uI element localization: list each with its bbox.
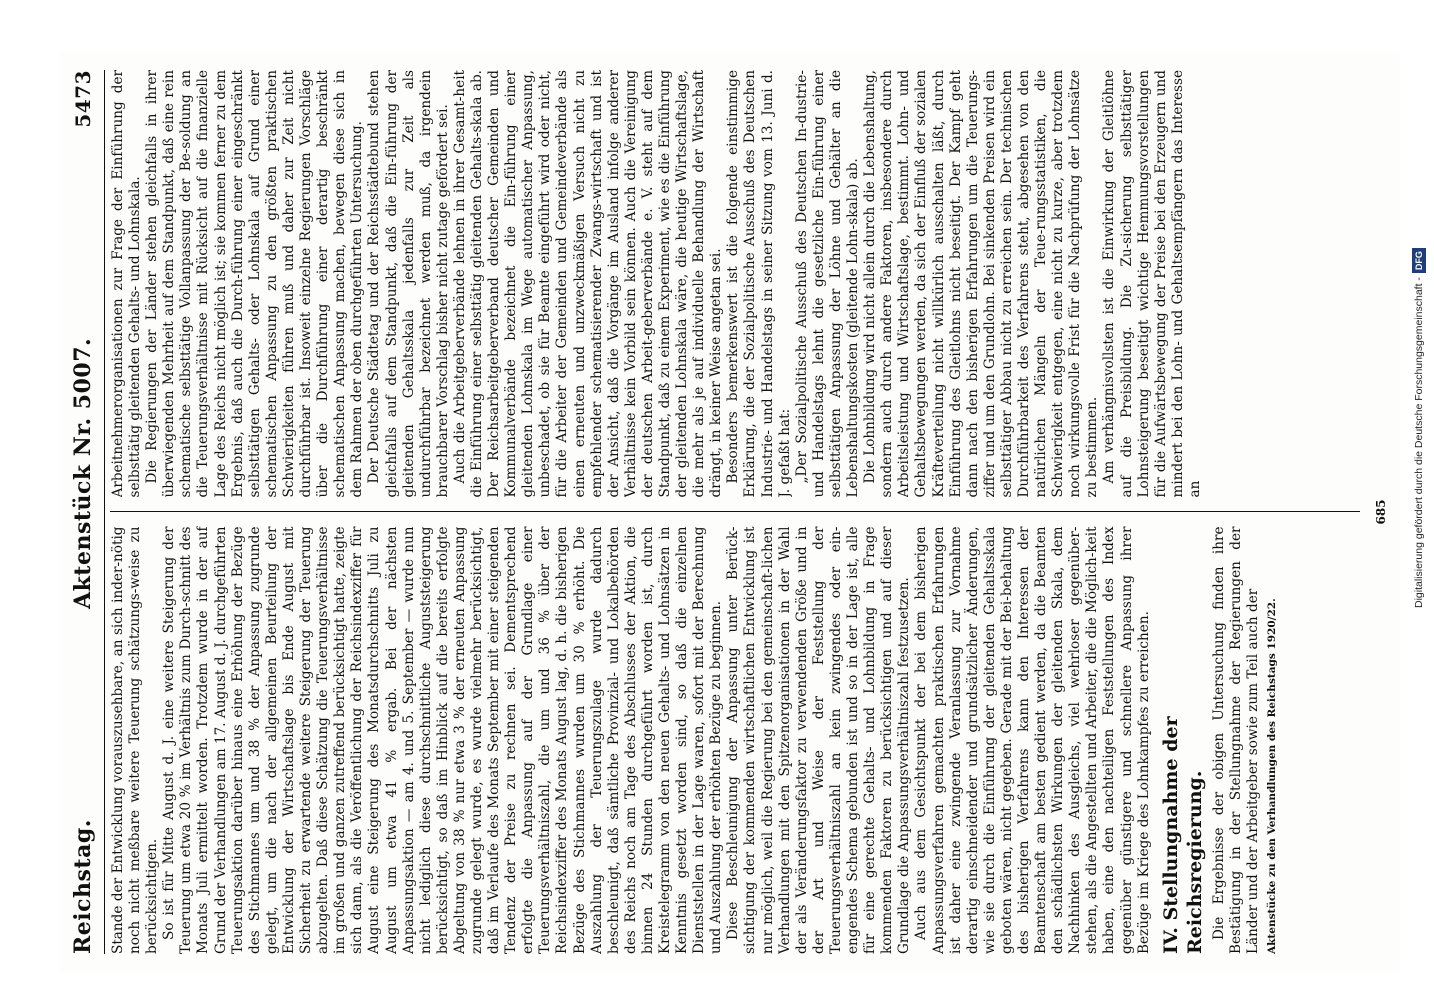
paragraph: Stande der Entwicklung vorauszusehbare, an sich inder-nötig noch nicht meßbare weitere Teuerung schätzungs-weise zu berücksichtigen. <box>110 526 161 954</box>
section-heading: IV. Stellungnahme der Reichsregierung. <box>1159 716 1206 954</box>
header-page-number: 5473 <box>71 70 95 128</box>
column-divider <box>110 512 1360 513</box>
dfg-logo: DFG <box>1412 248 1426 273</box>
header-left-title: Reichstag. <box>70 819 96 954</box>
paragraph: So ist für Mitte August d. J. eine weitere Steigerung der Teuerung um etwa 20 % im Verhältnis zum Durch-schnitt des Monats Juli ermittelt worden. Trotzdem wurde in der auf Grund der Verhandlungen am 17. August d. J. durchgeführten Teuerungsaktion darüber hinaus eine Erhöhung der Bezüge des Stichmannes um und 38 % der Anpassung zugrunde gelegt, um die nach der allgemeinen Beurteilung der Entwicklung der Wirtschaftslage bis Ende August mit Sicherheit zu erwartende weitere Steigerung der Teuerung abzugelten. Daß diese Schätzung die Teuerungsverhältnisse im großen und ganzen zutreffend berücksichtigt hatte, zeigte sich dann, als die Veröffentlichung der Reichsindexziffer für August eine Steigerung des Monatsdurchschnitts Juli zu August um etwa 41 % ergab. Bei der nächsten Anpassungsaktion — am 4. und 5. September — wurde nun nicht lediglich diese durchschnittliche Auguststeigerung berücksichtigt, so daß im Hinblick auf die bereits erfolgte Abgeltung von 38 % nur etwa 3 % der erneuten Anpassung zugrunde gelegt wurde, es wurde vielmehr berücksichtigt, daß im Verlaufe des Monats September mit einer steigenden Tendenz der Preise zu rechnen sei. Dementsprechend erfolgte die Anpassung auf der Grundlage einer Teuerungsverhältniszahl, die um und 36 % über der Reichsindexziffer des Monats August lag, d. h. die bisherigen Bezüge des Stichmannes wurden um 30 % erhöht. Die Auszahlung der Teuerungszulage wurde dadurch beschleunigt, daß sämtliche Provinzial- und Lokalbehörden des Reichs noch am Tage des Abschlusses der Aktion, die binnen 24 Stunden durchgeführt worden ist, durch Kreistelegramm von den neuen Gehalts- und Lohnsätzen in Kenntnis gesetzt worden sind, so daß die einzelnen Dienststellen in der Lage waren, sofort mit der Berechnung und Auszahlung der erhöhten Bezüge zu beginnen. <box>161 526 725 954</box>
paragraph: Die Regierungen der Länder stehen gleichfalls in ihrer überwiegenden Mehrheit auf dem Standpunkt, daß eine rein schematische selbsttätige Vollanpassung der Be-soldung an die Teuerungsverhältnisse mit Rücksicht auf die finanzielle Lage des Reichs nicht möglich ist; sie kommen ferner zu dem Ergebnis, daß auch die Durch-führung einer eingeschränkt selbsttätigen Gehalts- oder Lohnskala auf Grund einer schematischen Anpassung zu den größten praktischen Schwierigkeiten führen muß und daher zur Zeit nicht durchführbar ist. Insoweit einzelne Regierungen Vorschläge über die Durchführung einer derartig beschränkt schematischen Anpassung machen, bewegen diese sich in dem Rahmen der oben durchgeführten Untersuchung. <box>144 70 366 498</box>
credit-text: Digitalisierung gefördert durch die Deutsche Forschungsgemeinschaft - <box>1413 277 1425 608</box>
paragraph: Besonders bemerkenswert ist die folgende einstimmige Erklärung, die der Sozialpolitische Ausschuß des Deutschen Industrie- und Handelstags in seiner Sitzung vom 13. Juni d. J. gefaßt hat: <box>725 70 793 498</box>
footer-page-number: 685 <box>1374 499 1388 525</box>
header-document-number: Aktenstück Nr. 5007. <box>70 337 96 609</box>
text-columns <box>110 70 1360 954</box>
quote-paragraph: „Der Sozialpolitische Ausschuß des Deutschen In-dustrie- und Handelstags lehnt die gesetzliche Ein-führung einer selbsttätigen Anpassung der Löhne und Gehälter an die Lebenshaltungskosten (gleitende Lohn-skala) ab. <box>793 70 862 498</box>
footnote: Aktenstücke zu den Verhandlungen des Reichstags 1920/22. <box>1266 598 1278 954</box>
quote-paragraph: Die Lohnbildung wird nicht allein durch die Lebenshaltung, sondern auch durch andere Faktoren, insbesondere durch Arbeitsleistung und Wirtschaftslage, bestimmt. Lohn- und Gehaltsbewegungen werden, da sich der Einfluß der sozialen Kräfteverteilung nicht willkürlich ausschalten läßt, durch Einführung des Gleitlohns nicht beseitigt. Der Kampf geht dann nach den bisherigen Erfahrungen um die Teuerungs-ziffer und um den Grundlohn. Bei sinkenden Preisen wird ein selbsttätiger Abbau nicht zu erreichen sein. Der technischen Durchführbarkeit des Verfahrens steht, abgesehen von den natürlichen Mängeln der Teue-rungsstatistiken, die Schwierigkeit entgegen, eine nicht zu kurze, aber trotzdem noch wirkungsvolle Frist für die Nachprüfung der Lohnsätze zu bestimmen. <box>862 70 1101 498</box>
paragraph: Arbeitnehmerorganisationen zur Frage der Einführung der selbsttätig gleitenden Gehalts- und Lohnskala. <box>110 70 144 498</box>
paragraph: Auch aus dem Gesichtspunkt der bei dem bisherigen Anpassungsverfahren gemachten praktischen Erfahrungen ist daher eine zwingende Veranlassung zur Vornahme derartig einschneidender und grundsätzlicher Änderungen, wie sie durch die Einführung der gleitenden Gehaltsskala geboten wären, nicht gegeben. Gerade mit der Bei-behaltung des bisherigen Verfahrens kann den Interessen der Beamtenschaft am besten gedient werden, da die Beamten den schädlichsten Wirkungen der gleitenden Skala, dem Nachhinken des Ausgleichs, viel wehrloser gegenüber-stehen, als die Angestellten und Arbeiter, die die Möglich-keit haben, eine den nachteiligen Feststellungen des Index gegenüber günstigere und schnellere Anpassung ihrer Bezüge im Kriege des Lohnkampfes zu erreichen. <box>913 526 1152 954</box>
column-left <box>110 527 1360 955</box>
paragraph: Die Ergebnisse der obigen Untersuchung finden ihre Bestätigung in der Stellungnahme der Regierungen der Länder und der Arbeitgeber sowie zum Teil auch der <box>1210 526 1261 954</box>
paragraph: Diese Beschleunigung der Anpassung unter Berück-sichtigung der kommenden wirtschaftlichen Entwicklung ist nur möglich, weil die Regierung bei den gemeinschaft-lichen Verhandlungen mit den Spitzenorganisationen in der Wahl der als Veränderungsfaktor zu verwendenden Größe und in der Art und Weise der Feststellung der Teuerungsverhältniszahl an kein zwingendes oder ein-engendes Schema gebunden ist und so in der Lage ist, alle für eine gerechte Gehalts- und Lohnbildung in Frage kommenden Faktoren zu berücksichtigen und auf dieser Grundlage die Anpassungsverhältniszahl festzusetzen. <box>725 526 913 954</box>
quote-paragraph: Am verhängnisvollsten ist die Einwirkung der Gleitlöhne auf die Preisbildung. Die Zu-sicherung selbsttätiger Lohnsteigerung beseitigt wichtige Hemmungsvorstellungen für die Aufwärtsbewegung der Preise bei den Erzeugern und mindert bei den Lohn- und Gehaltsempfängern das Interesse an <box>1101 70 1203 498</box>
rotated-page-content <box>60 52 1400 972</box>
paragraph: Der Deutsche Städtetag und der Reichsstädtebund stehen gleichfalls auf dem Standpunkt, daß die Ein-führung der gleitenden Gehaltsskala jedenfalls zur Zeit als undurchführbar bezeichnet werden muß, da irgendein brauchbarer Vorschlag bisher nicht zutage gefördert sei. <box>366 70 451 498</box>
column-right <box>110 70 1360 498</box>
scanned-page <box>60 52 1400 972</box>
page-header <box>70 70 105 954</box>
digitization-credit <box>1410 8 1428 608</box>
paragraph: Auch die Arbeitgeberverbände lehnen in ihrer Gesamt-heit die Einführung einer selbsttätig gleitenden Gehalts-skala ab. Der Reichsarbeitgeberverband deutscher Gemeinden und Kommunalverbände bezeichnet die Ein-führung einer gleitenden Lohnskala im Wege automatischer Anpassung, unbeschadet, ob sie für Beamte eingeführt wird oder nicht, für die Arbeiter der Gemeinden und Gemeindeverbände als einen erneuten und unzweckmäßigen Versuch nicht zu empfehlender schematisierender Zwangs-wirtschaft und ist der Ansicht, daß die Vorgänge im Ausland infolge anderer Verhältnisse kein Vorbild sein können. Auch die Vereinigung der deutschen Arbeit-geberverbände e. V. steht auf dem Standpunkt, daß zu einem Experiment, wie es die Einführung der gleitenden Lohnskala wäre, die heutige Wirtschaftslage, die mehr als je auf individuelle Behandlung der Wirtschaft drängt, in keiner Weise angetan sei. <box>451 70 725 498</box>
